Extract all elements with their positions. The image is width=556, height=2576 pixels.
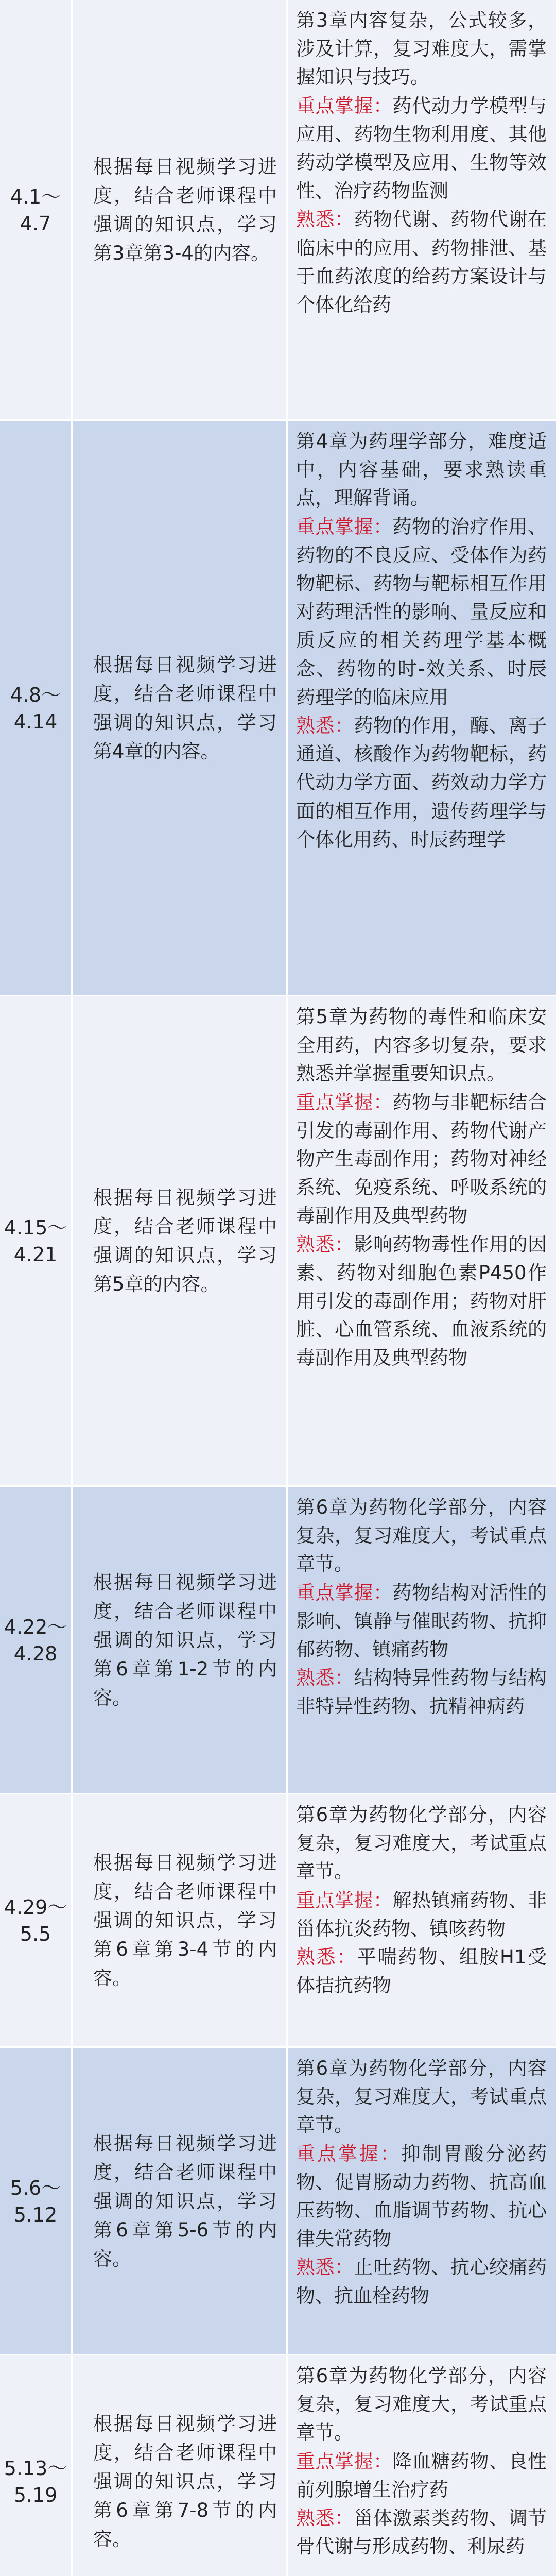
detail-cell xyxy=(286,2355,556,2576)
chapter-intro: 第6章为药物化学部分，内容复杂，复习难度大，考试重点章节。 xyxy=(296,1496,547,1575)
familiar-text: 甾体激素类药物、调节骨代谢与形成药物、利尿药 xyxy=(296,2507,547,2558)
description-cell xyxy=(71,2048,286,2354)
study-detail xyxy=(296,2054,547,2310)
date-range: 5.13～5.19 xyxy=(4,2457,67,2506)
key-points-label: 重点掌握： xyxy=(296,94,393,117)
study-detail xyxy=(296,427,547,854)
date-range: 4.1～4.7 xyxy=(10,185,61,235)
chapter-intro: 第4章为药理学部分，难度适中，内容基础，要求熟读重点，理解背诵。 xyxy=(296,430,547,510)
detail-cell xyxy=(286,1487,556,1793)
date-cell xyxy=(0,2355,71,2576)
key-points-text: 解热镇痛药物、非甾体抗炎药物、镇咳药物 xyxy=(296,1889,547,1940)
familiar-label: 熟悉： xyxy=(296,2507,354,2530)
table-row xyxy=(0,996,556,1486)
study-description: 根据每日视频学习进度，结合老师课程中强调的知识点，学习第6章第1-2节的内容。 xyxy=(93,1571,277,1709)
familiar-text: 结构特异性药物与结构非特异性药物、抗精神病药 xyxy=(296,1667,547,1718)
familiar-label: 熟悉： xyxy=(296,1667,354,1689)
key-points-text: 药物结构对活性的影响、镇静与催眠药物、抗抑郁药物、镇痛药物 xyxy=(296,1581,547,1661)
familiar-label: 熟悉： xyxy=(296,715,354,737)
study-description: 根据每日视频学习进度，结合老师课程中强调的知识点，学习第6章第7-8节的内容。 xyxy=(93,2413,277,2550)
study-detail xyxy=(296,1801,547,1999)
familiar-label: 熟悉： xyxy=(296,2256,354,2279)
study-description: 根据每日视频学习进度，结合老师课程中强调的知识点，学习第6章第3-4节的内容。 xyxy=(93,1852,277,1989)
date-cell xyxy=(0,996,71,1486)
study-detail xyxy=(296,1493,547,1721)
detail-cell xyxy=(286,1794,556,2047)
familiar-label: 熟悉： xyxy=(296,208,354,231)
detail-cell xyxy=(286,0,556,420)
description-cell xyxy=(71,421,286,995)
date-range: 4.15～4.21 xyxy=(4,1216,67,1266)
table-row xyxy=(0,2048,556,2354)
table-row xyxy=(0,2355,556,2576)
chapter-intro: 第5章为药物的毒性和临床安全用药，内容多切复杂，要求熟悉并掌握重要知识点。 xyxy=(296,1006,547,1085)
key-points-label: 重点掌握： xyxy=(296,2450,393,2472)
date-cell xyxy=(0,421,71,995)
key-points-text: 降血糖药物、良性前列腺增生治疗药 xyxy=(296,2450,547,2501)
table-row xyxy=(0,1487,556,1793)
table-row xyxy=(0,421,556,995)
date-range: 4.29～5.5 xyxy=(4,1896,67,1945)
study-description: 根据每日视频学习进度，结合老师课程中强调的知识点，学习第5章的内容。 xyxy=(93,1187,277,1295)
detail-cell xyxy=(286,2048,556,2354)
study-description: 根据每日视频学习进度，结合老师课程中强调的知识点，学习第4章的内容。 xyxy=(93,653,277,762)
key-points-text: 药物与非靶标结合引发的毒副作用、药物代谢产物产生毒副作用；药物对神经系统、免疫系统、呼吸系统的毒副作用及典型药物 xyxy=(296,1091,547,1227)
familiar-label: 熟悉： xyxy=(296,1233,354,1256)
date-cell xyxy=(0,1487,71,1793)
study-detail xyxy=(296,1003,547,1372)
chapter-intro: 第3章内容复杂，公式较多，涉及计算，复习难度大，需掌握知识与技巧。 xyxy=(296,9,547,89)
study-detail xyxy=(296,2362,547,2561)
chapter-intro: 第6章为药物化学部分，内容复杂，复习难度大，考试重点章节。 xyxy=(296,2057,547,2137)
description-cell xyxy=(71,1487,286,1793)
description-cell xyxy=(71,996,286,1486)
key-points-label: 重点掌握： xyxy=(296,515,393,538)
key-points-text: 药代动力学模型与应用、药物生物利用度、其他药动学模型及应用、生物等效性、治疗药物监测 xyxy=(296,94,547,202)
familiar-label: 熟悉： xyxy=(296,1946,357,1969)
key-points-label: 重点掌握： xyxy=(296,2142,402,2165)
date-range: 4.8～4.14 xyxy=(10,683,61,733)
date-cell xyxy=(0,2048,71,2354)
description-cell xyxy=(71,1794,286,2047)
date-cell xyxy=(0,1794,71,2047)
description-cell xyxy=(71,2355,286,2576)
familiar-text: 影响药物毒性作用的因素、药物对细胞色素P450作用引发的毒副作用；药物对肝脏、心血管系统、血液系统的毒副作用及典型药物 xyxy=(296,1233,547,1369)
table-row xyxy=(0,1794,556,2047)
detail-cell xyxy=(286,421,556,995)
description-cell xyxy=(71,0,286,420)
familiar-text: 止吐药物、抗心绞痛药物、抗血栓药物 xyxy=(296,2256,547,2307)
study-description: 根据每日视频学习进度，结合老师课程中强调的知识点，学习第6章第5-6节的内容。 xyxy=(93,2132,277,2270)
detail-cell xyxy=(286,996,556,1486)
familiar-text: 药物代谢、药物代谢在临床中的应用、药物排泄、基于血药浓度的给药方案设计与个体化给药 xyxy=(296,208,547,316)
date-cell xyxy=(0,0,71,420)
key-points-label: 重点掌握： xyxy=(296,1889,393,1911)
date-range: 4.22～4.28 xyxy=(4,1615,67,1665)
key-points-text: 药物的治疗作用、药物的不良反应、受体作为药物靶标、药物与靶标相互作用对药理活性的影响、量反应和质反应的相关药理学基本概念、药物的时-效关系、时辰药理学的临床应用 xyxy=(296,515,547,708)
key-points-label: 重点掌握： xyxy=(296,1091,393,1113)
study-detail xyxy=(296,6,547,319)
chapter-intro: 第6章为药物化学部分，内容复杂，复习难度大，考试重点章节。 xyxy=(296,1804,547,1883)
key-points-label: 重点掌握： xyxy=(296,1581,393,1604)
table-row xyxy=(0,0,556,420)
chapter-intro: 第6章为药物化学部分，内容复杂，复习难度大，考试重点章节。 xyxy=(296,2365,547,2444)
study-description: 根据每日视频学习进度，结合老师课程中强调的知识点，学习第3章第3-4的内容。 xyxy=(93,155,277,264)
key-points-text: 抑制胃酸分泌药物、促胃肠动力药物、抗高血压药物、血脂调节药物、抗心律失常药物 xyxy=(296,2142,547,2250)
familiar-text: 药物的作用，酶、离子通道、核酸作为药物靶标，药代动力学方面、药效动力学方面的相互作用，遗传药理学与个体化用药、时辰药理学 xyxy=(296,715,547,851)
date-range: 5.6～5.12 xyxy=(10,2176,61,2226)
familiar-text: 平喘药物、组胺H1受体拮抗药物 xyxy=(296,1946,547,1997)
